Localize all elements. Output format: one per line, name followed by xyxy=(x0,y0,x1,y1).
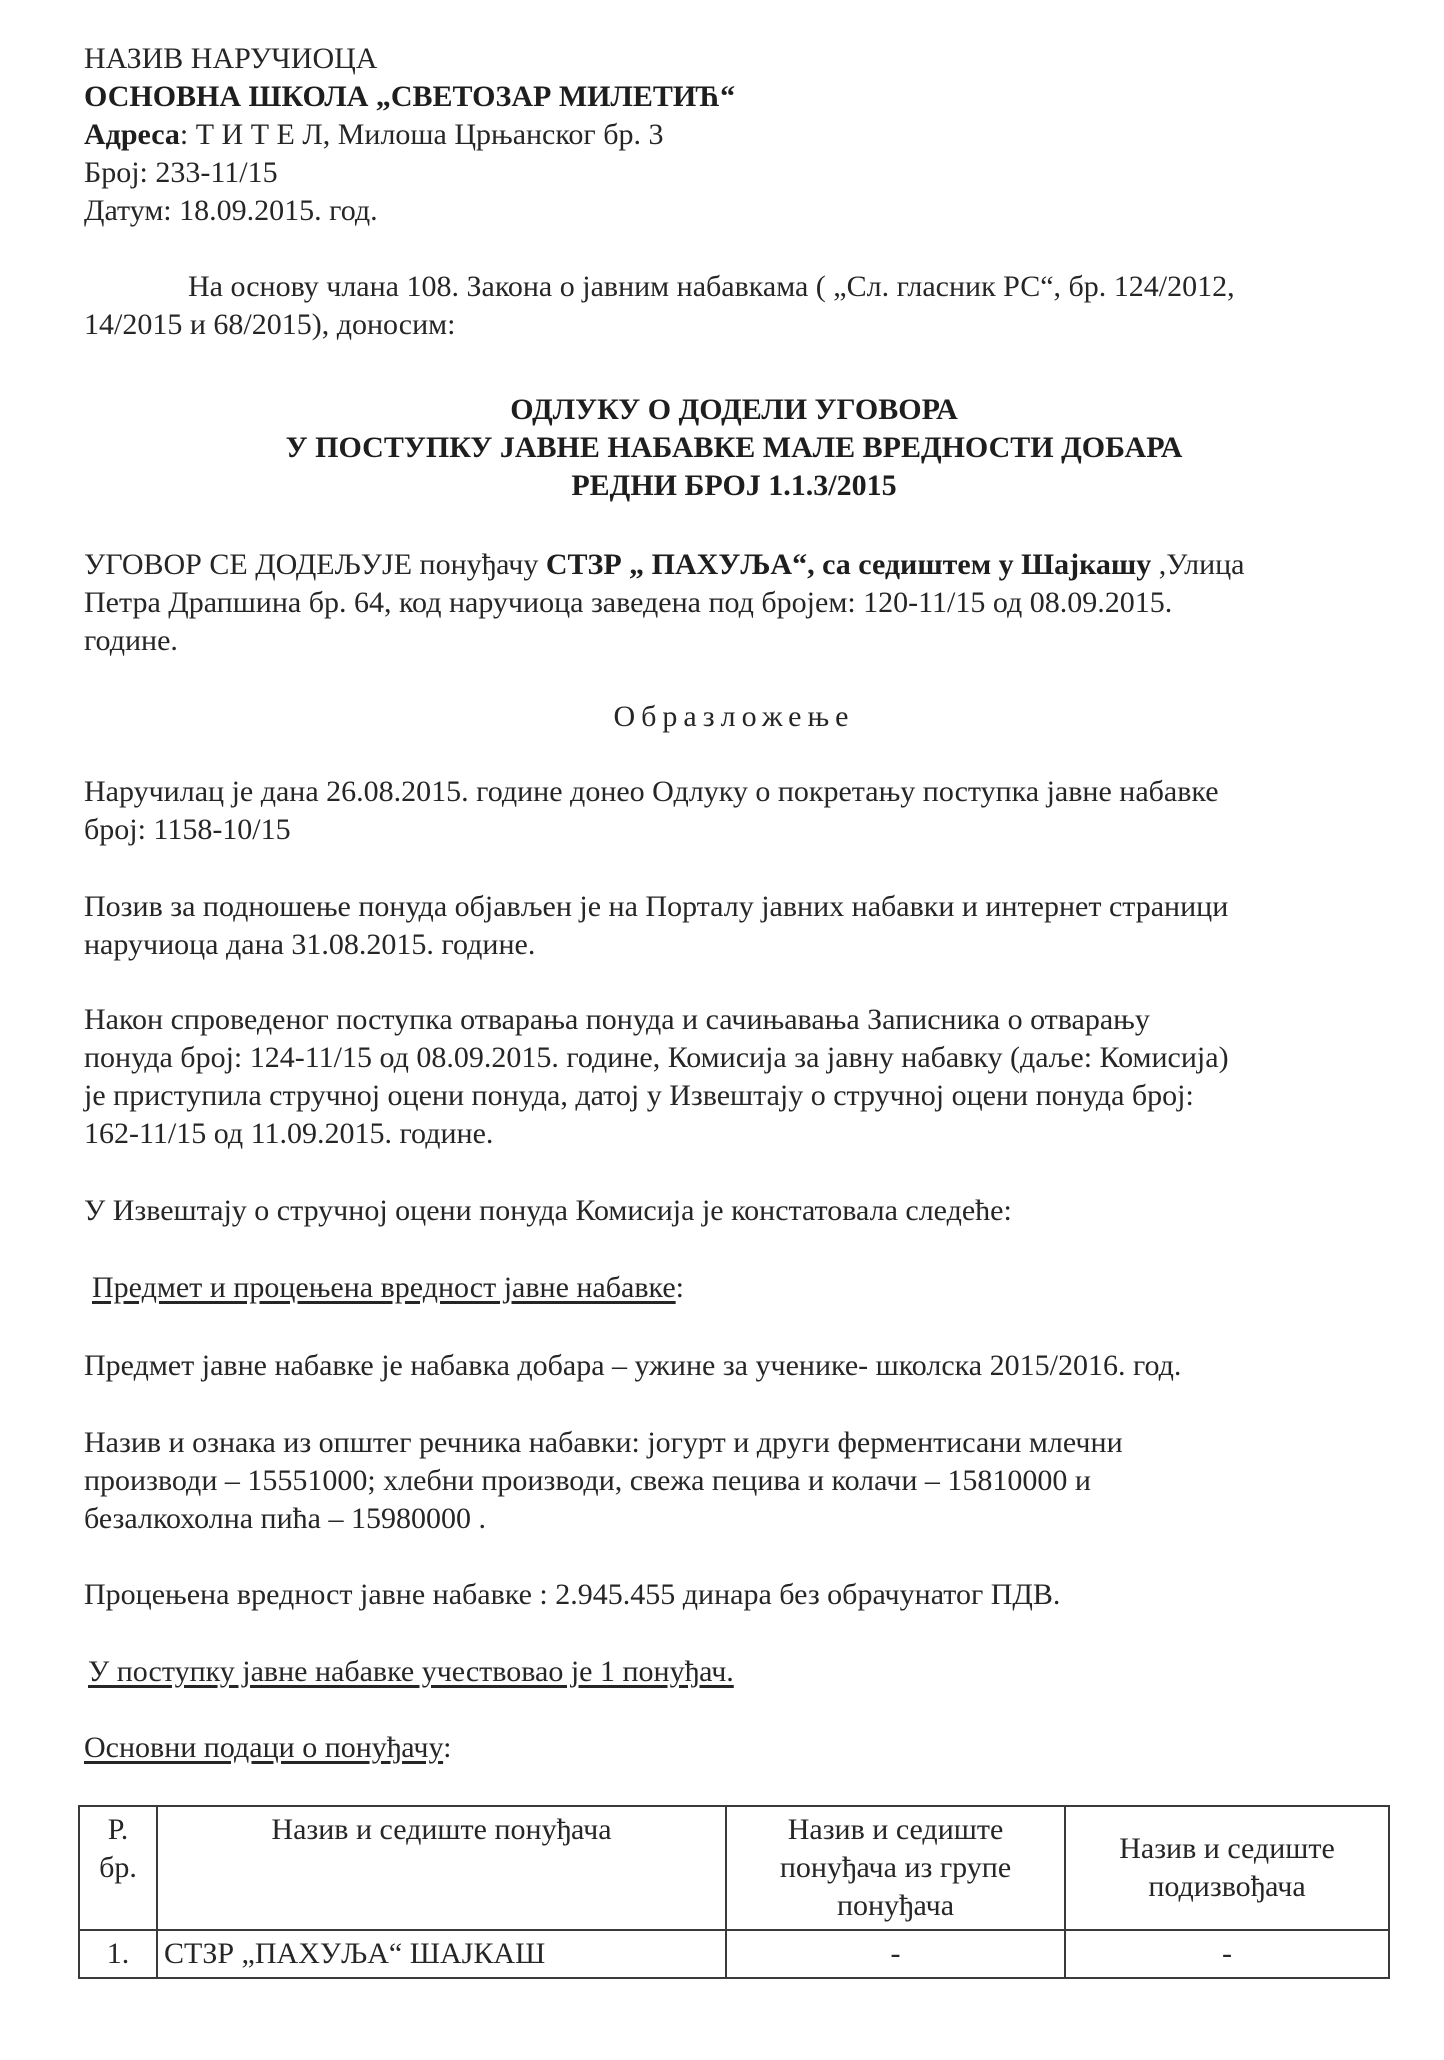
bidder-heading: Основни подаци о понуђачу: xyxy=(84,1731,452,1764)
paragraph-vocabulary: Назив и ознака из општег речника набавки: јогурт и други ферментисани млечни производи – 15551000; хлебни производи, свежа пецива и колачи – 15810000 и безалкохолна пића – 15980000 . xyxy=(84,1426,1123,1535)
table-row xyxy=(79,1930,1389,1978)
paragraph-decision-initiation: Наручилац је дана 26.08.2015. године донео Одлуку о покретању поступка јавне набавке број: 1158-10/15 xyxy=(84,775,1219,846)
header-cell-subcontractor: Назив и седиште подизвођача xyxy=(1065,1806,1389,1930)
contracting-authority-label: НАЗИВ НАРУЧИОЦА xyxy=(84,42,378,75)
header-cell-bidder: Назив и седиште понуђача xyxy=(157,1806,726,1930)
paragraph-report: У Извештају о стручној оцени понуда Комисија је констатовала следеће: xyxy=(84,1194,1012,1227)
school-name: ОСНОВНА ШКОЛА „СВЕТОЗАР МИЛЕТИЋ“ xyxy=(84,80,736,113)
cell-bidder-name: СТЗР „ПАХУЉА“ ШАЈКАШ xyxy=(157,1930,726,1978)
table-header-row xyxy=(79,1806,1389,1930)
paragraph-subject: Предмет јавне набавке је набавка добара – ужине за ученике- школска 2015/2016. год. xyxy=(84,1349,1182,1382)
header-cell-group: Назив и седиште понуђача из групе понуђача xyxy=(726,1806,1065,1930)
subject-heading: Предмет и процењена вредност јавне набавке: xyxy=(92,1271,684,1304)
cell-subcontractor: - xyxy=(1065,1930,1389,1978)
document-number: Број: 233-11/15 xyxy=(84,156,278,189)
intro-paragraph: На основу члана 108. Закона о јавним набавкама ( „Сл. гласник РС“, бр. 124/2012, 14/2015 и 68/2015), доносим: xyxy=(84,270,1235,341)
reasoning-heading: Образложење xyxy=(613,700,855,733)
address-line: Адреса: Т И Т Е Л, Милоша Црњанског бр. 3 xyxy=(84,118,664,151)
cell-number: 1. xyxy=(79,1930,157,1978)
paragraph-invitation: Позив за подношење понуда објављен је на Порталу јавних набавки и интернет страници наручиоца дана 31.08.2015. године. xyxy=(84,890,1229,961)
award-paragraph: УГОВОР СЕ ДОДЕЉУЈЕ понуђачу СТЗР „ ПАХУЉА“, са седиштем у Шајкашу ,Улица Петра Драпшина бр. 64, код наручиоца заведена под бројем: 120-11/15 од 08.09.2015. године. xyxy=(84,548,1245,657)
paragraph-evaluation: Након спроведеног поступка отварања понуда и сачињавања Записника о отварању понуда број: 124-11/15 од 08.09.2015. године, Комисија за јавну набавку (даље: Комисија) је приступила стручној оцени понуда, датој у Извештају о стручној оцени понуда број: 162-11/15 од 11.09.2015. године. xyxy=(84,1003,1229,1150)
decision-title: ОДЛУКУ О ДОДЕЛИ УГОВОРА У ПОСТУПКУ ЈАВНЕ НАБАВКЕ МАЛЕ ВРЕДНОСТИ ДОБАРА РЕДНИ БРОЈ 1.1.3/2015 xyxy=(285,393,1183,502)
header-cell-number: Р. бр. xyxy=(79,1806,157,1930)
bidder-table xyxy=(78,1805,1390,1979)
document-date: Датум: 18.09.2015. год. xyxy=(84,194,378,227)
paragraph-estimated-value: Процењена вредност јавне набавке : 2.945.455 динара без обрачунатог ПДВ. xyxy=(84,1578,1061,1611)
cell-group: - xyxy=(726,1930,1065,1978)
participants-line: У поступку јавне набавке учествовао је 1 понуђач. xyxy=(88,1655,734,1688)
header-block xyxy=(84,40,1384,230)
